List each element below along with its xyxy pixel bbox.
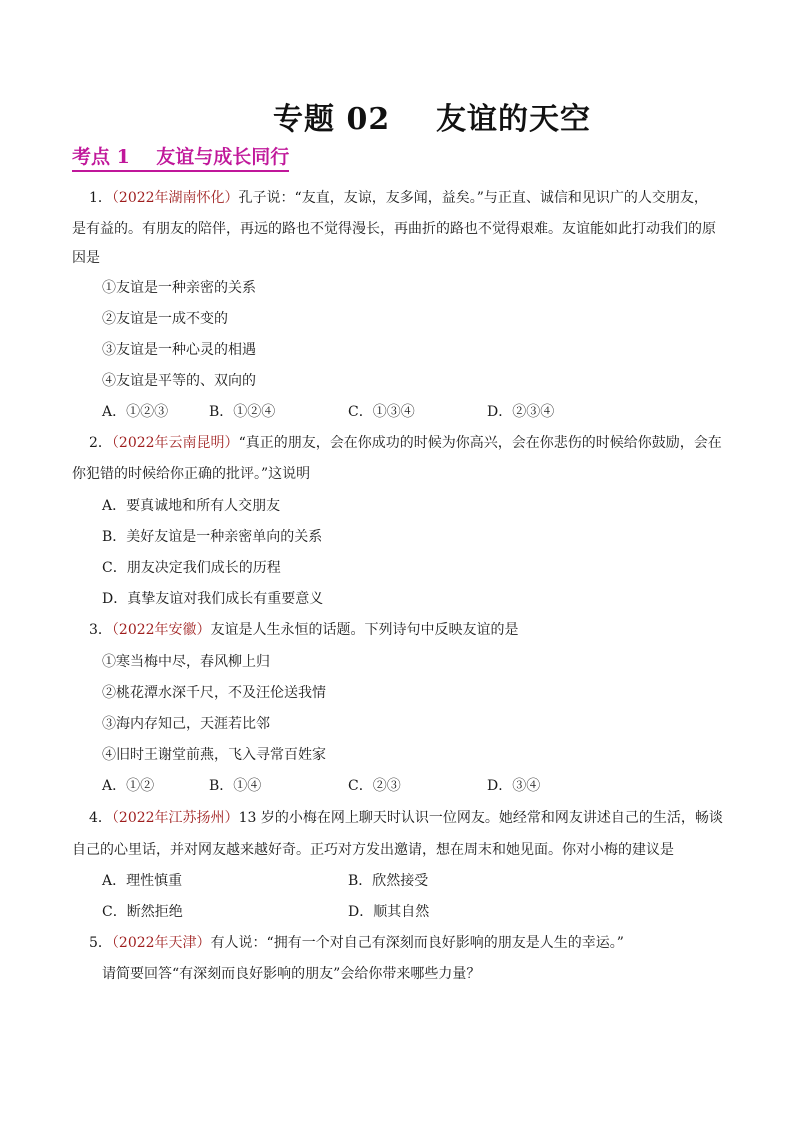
- question-number: 5．: [89, 935, 112, 951]
- question-1-option-b[interactable]: B．①②④: [209, 404, 276, 420]
- question-stem: 友谊是人生永恒的话题。下列诗句中反映友谊的是: [210, 622, 519, 638]
- question-1-item-4: ④友谊是平等的、双向的: [102, 373, 256, 389]
- question-2-option-a[interactable]: A．要真诚地和所有人交朋友: [102, 498, 281, 514]
- question-3-option-b[interactable]: B．①④: [209, 778, 262, 794]
- question-3-option-d[interactable]: D．③④: [487, 778, 541, 794]
- question-stem: 有人说：“拥有一个对自己有深刻而良好影响的朋友是人生的幸运。”: [210, 935, 624, 951]
- question-stem: 13 岁的小梅在网上聊天时认识一位网友。她经常和网友讲述自己的生活，畅谈: [238, 810, 723, 826]
- question-1-item-2: ②友谊是一成不变的: [102, 311, 228, 327]
- question-1-option-d[interactable]: D．②③④: [487, 404, 555, 420]
- question-source: （2022年天津）: [111, 935, 211, 951]
- question-1-item-3: ③友谊是一种心灵的相遇: [102, 342, 256, 358]
- question-stem: “真正的朋友，会在你成功的时候为你高兴，会在你悲伤的时候给你鼓励，会在: [238, 435, 722, 451]
- question-4-option-c[interactable]: C．断然拒绝: [102, 904, 183, 920]
- question-3-item-2: ②桃花潭水深千尺，不及汪伦送我情: [102, 685, 326, 701]
- question-1-option-c[interactable]: C．①③④: [348, 404, 415, 420]
- question-1-option-a[interactable]: A．①②③: [102, 404, 169, 420]
- question-2-line-2: 你犯错的时候给你正确的批评。”这说明: [72, 466, 311, 482]
- question-source: （2022年安徽）: [111, 622, 211, 638]
- question-3-line-1: [89, 620, 519, 640]
- question-number: 3．: [89, 622, 112, 638]
- question-3-item-3: ③海内存知己，天涯若比邻: [102, 716, 270, 732]
- question-2-option-d[interactable]: D．真挚友谊对我们成长有重要意义: [102, 591, 324, 607]
- question-3-item-1: ①寒当梅中尽，春风柳上归: [102, 654, 270, 670]
- question-3-option-a[interactable]: A．①②: [102, 778, 155, 794]
- question-source: （2022年湖南怀化）: [111, 190, 239, 206]
- question-4-option-a[interactable]: A．理性慎重: [102, 873, 183, 889]
- question-source: （2022年云南昆明）: [111, 435, 239, 451]
- question-number: 4．: [89, 810, 112, 826]
- question-number: 1．: [89, 190, 112, 206]
- question-3-item-4: ④旧时王谢堂前燕，飞入寻常百姓家: [102, 747, 326, 763]
- section-heading: 考点 1 友谊与成长同行: [72, 145, 289, 172]
- question-1-line-2: 是有益的。有朋友的陪伴，再远的路也不觉得漫长，再曲折的路也不觉得艰难。友谊能如此打动我们的原: [72, 221, 716, 237]
- question-4-option-b[interactable]: B．欣然接受: [348, 873, 429, 889]
- question-1-line-1: [89, 188, 708, 208]
- question-2-option-c[interactable]: C．朋友决定我们成长的历程: [102, 560, 281, 576]
- question-number: 2．: [89, 435, 112, 451]
- question-2-line-1: [89, 433, 722, 453]
- question-1-item-1: ①友谊是一种亲密的关系: [102, 280, 256, 296]
- question-2-option-b[interactable]: B．美好友谊是一种亲密单向的关系: [102, 529, 323, 545]
- question-3-option-c[interactable]: C．②③: [348, 778, 401, 794]
- question-stem: 孔子说：“友直，友谅，友多闻，益矣。”与正直、诚信和见识广的人交朋友，: [238, 190, 708, 206]
- question-5-line-1: [89, 933, 624, 953]
- question-1-line-3: 因是: [72, 250, 100, 266]
- question-4-line-1: [89, 808, 723, 828]
- question-5-line-2: 请简要回答“有深刻而良好影响的朋友”会给你带来哪些力量？: [102, 966, 481, 982]
- question-4-line-2: 自己的心里话，并对网友越来越好奇。正巧对方发出邀请，想在周末和她见面。你对小梅的建议是: [72, 842, 674, 858]
- question-4-option-d[interactable]: D．顺其自然: [348, 904, 430, 920]
- page-title: 专题 02 友谊的天空: [273, 102, 591, 137]
- question-source: （2022年江苏扬州）: [111, 810, 239, 826]
